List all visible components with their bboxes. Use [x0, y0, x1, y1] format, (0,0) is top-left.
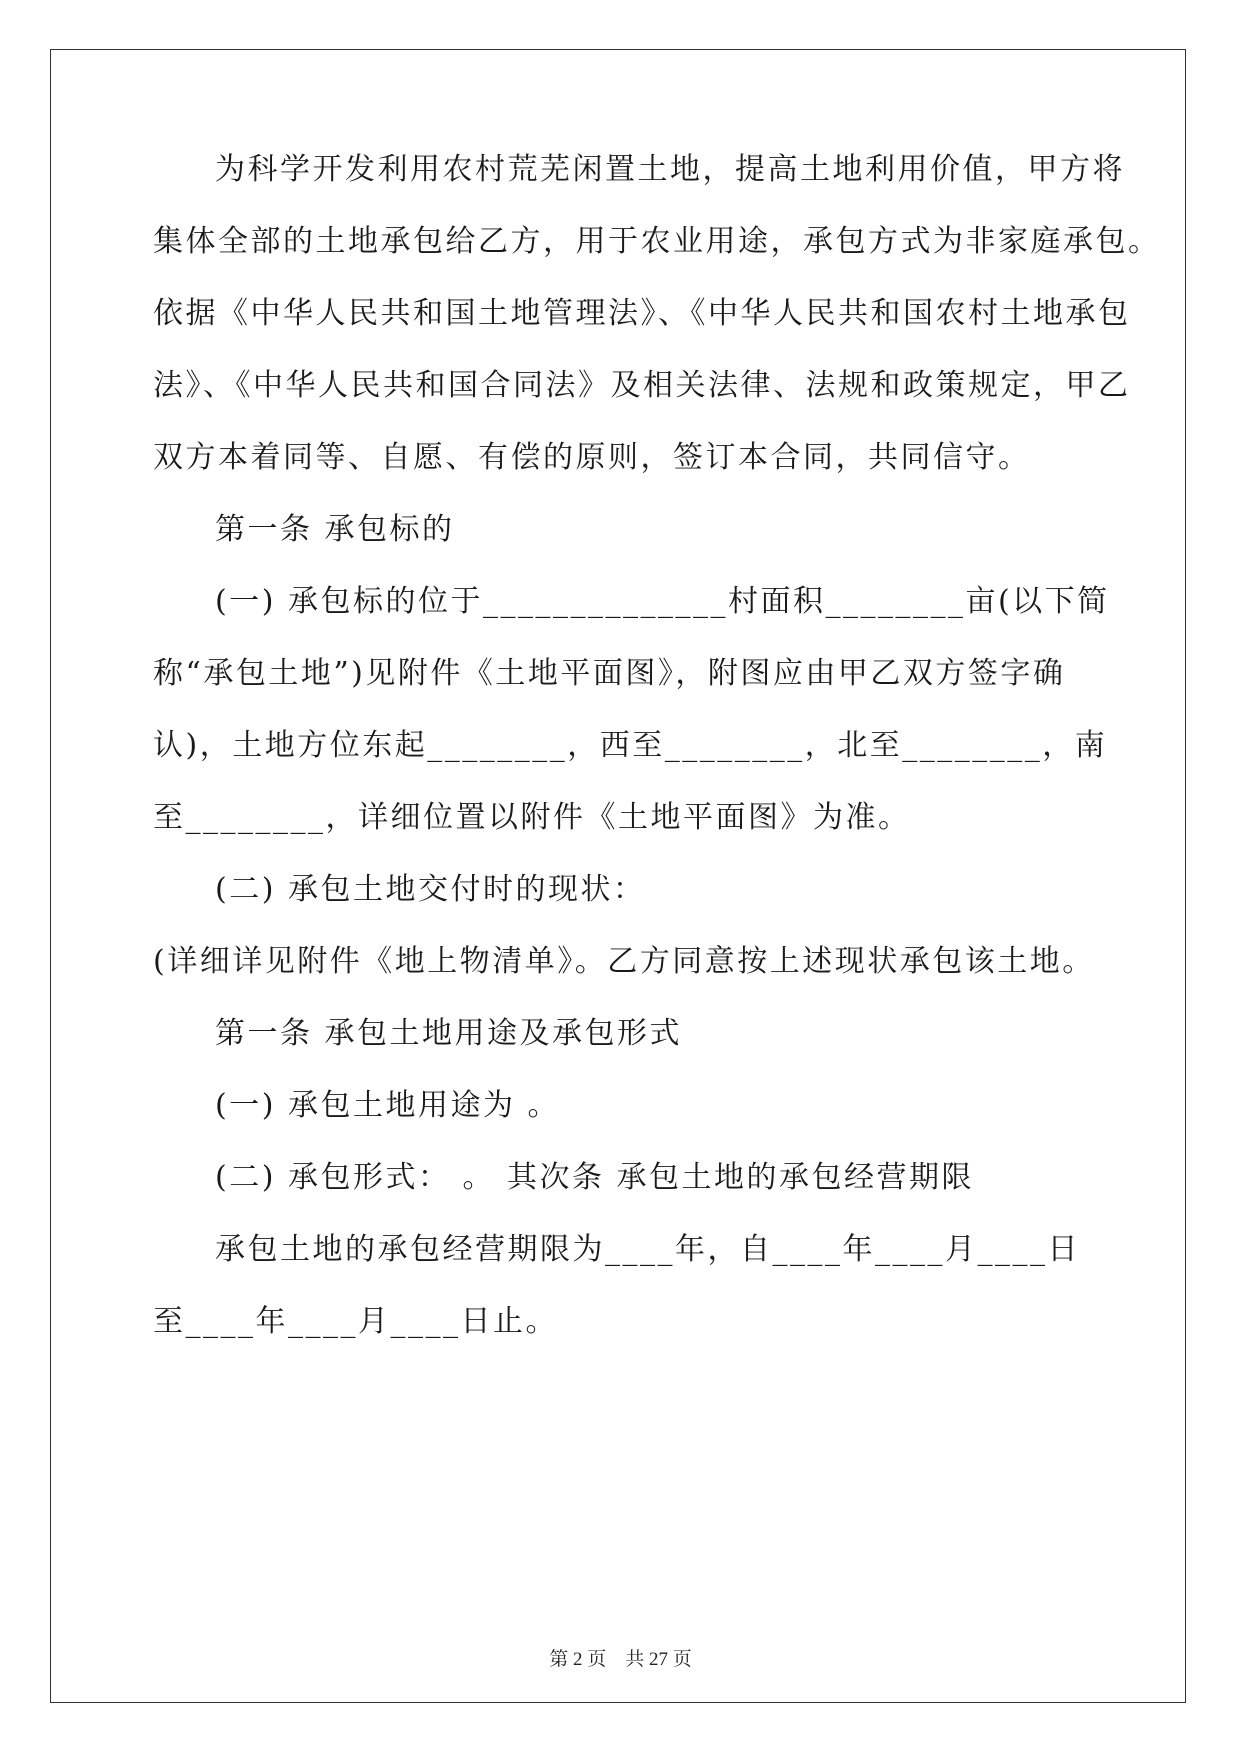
article-heading: 第一条 承包标的	[215, 512, 455, 547]
paragraph-line: (二) 承包形式： 。 其次条 承包土地的承包经营期限	[215, 1160, 975, 1195]
paragraph-line: 至________，详细位置以附件《土地平面图》为准。	[153, 800, 911, 835]
paragraph-line: 集体全部的土地承包给乙方，用于农业用途，承包方式为非家庭承包。	[153, 224, 1161, 259]
paragraph-line: 认)，土地方位东起________，西至________，北至________，南	[153, 728, 1108, 763]
paragraph-line: 至____年____月____日止。	[153, 1304, 558, 1339]
paragraph-line: 承包土地的承包经营期限为____年，自____年____月____日	[215, 1232, 1080, 1267]
paragraph-line: 双方本着同等、自愿、有偿的原则，签订本合同，共同信守。	[153, 440, 1031, 475]
paragraph-line: (二) 承包土地交付时的现状：	[215, 872, 646, 907]
paragraph-line: (一) 承包标的位于______________村面积________亩(以下简	[215, 584, 1110, 619]
page-number: 第 2 页 共 27 页	[549, 1649, 692, 1670]
paragraph-line: 依据《中华人民共和国土地管理法》、《中华人民共和国农村土地承包	[153, 296, 1131, 331]
paragraph-line: 法》、《中华人民共和国合同法》及相关法律、法规和政策规定，甲乙	[153, 368, 1131, 403]
paragraph-line: 称“承包土地”)见附件《土地平面图》，附图应由甲乙双方签字确	[153, 656, 1066, 691]
paragraph-line: (一) 承包土地用途为 。	[215, 1088, 560, 1123]
paragraph-line: 为科学开发利用农村荒芜闲置土地，提高土地利用价值，甲方将	[215, 152, 1125, 187]
article-heading: 第一条 承包土地用途及承包形式	[215, 1016, 683, 1051]
paragraph-line: (详细详见附件《地上物清单》。乙方同意按上述现状承包该土地。	[153, 944, 1095, 979]
